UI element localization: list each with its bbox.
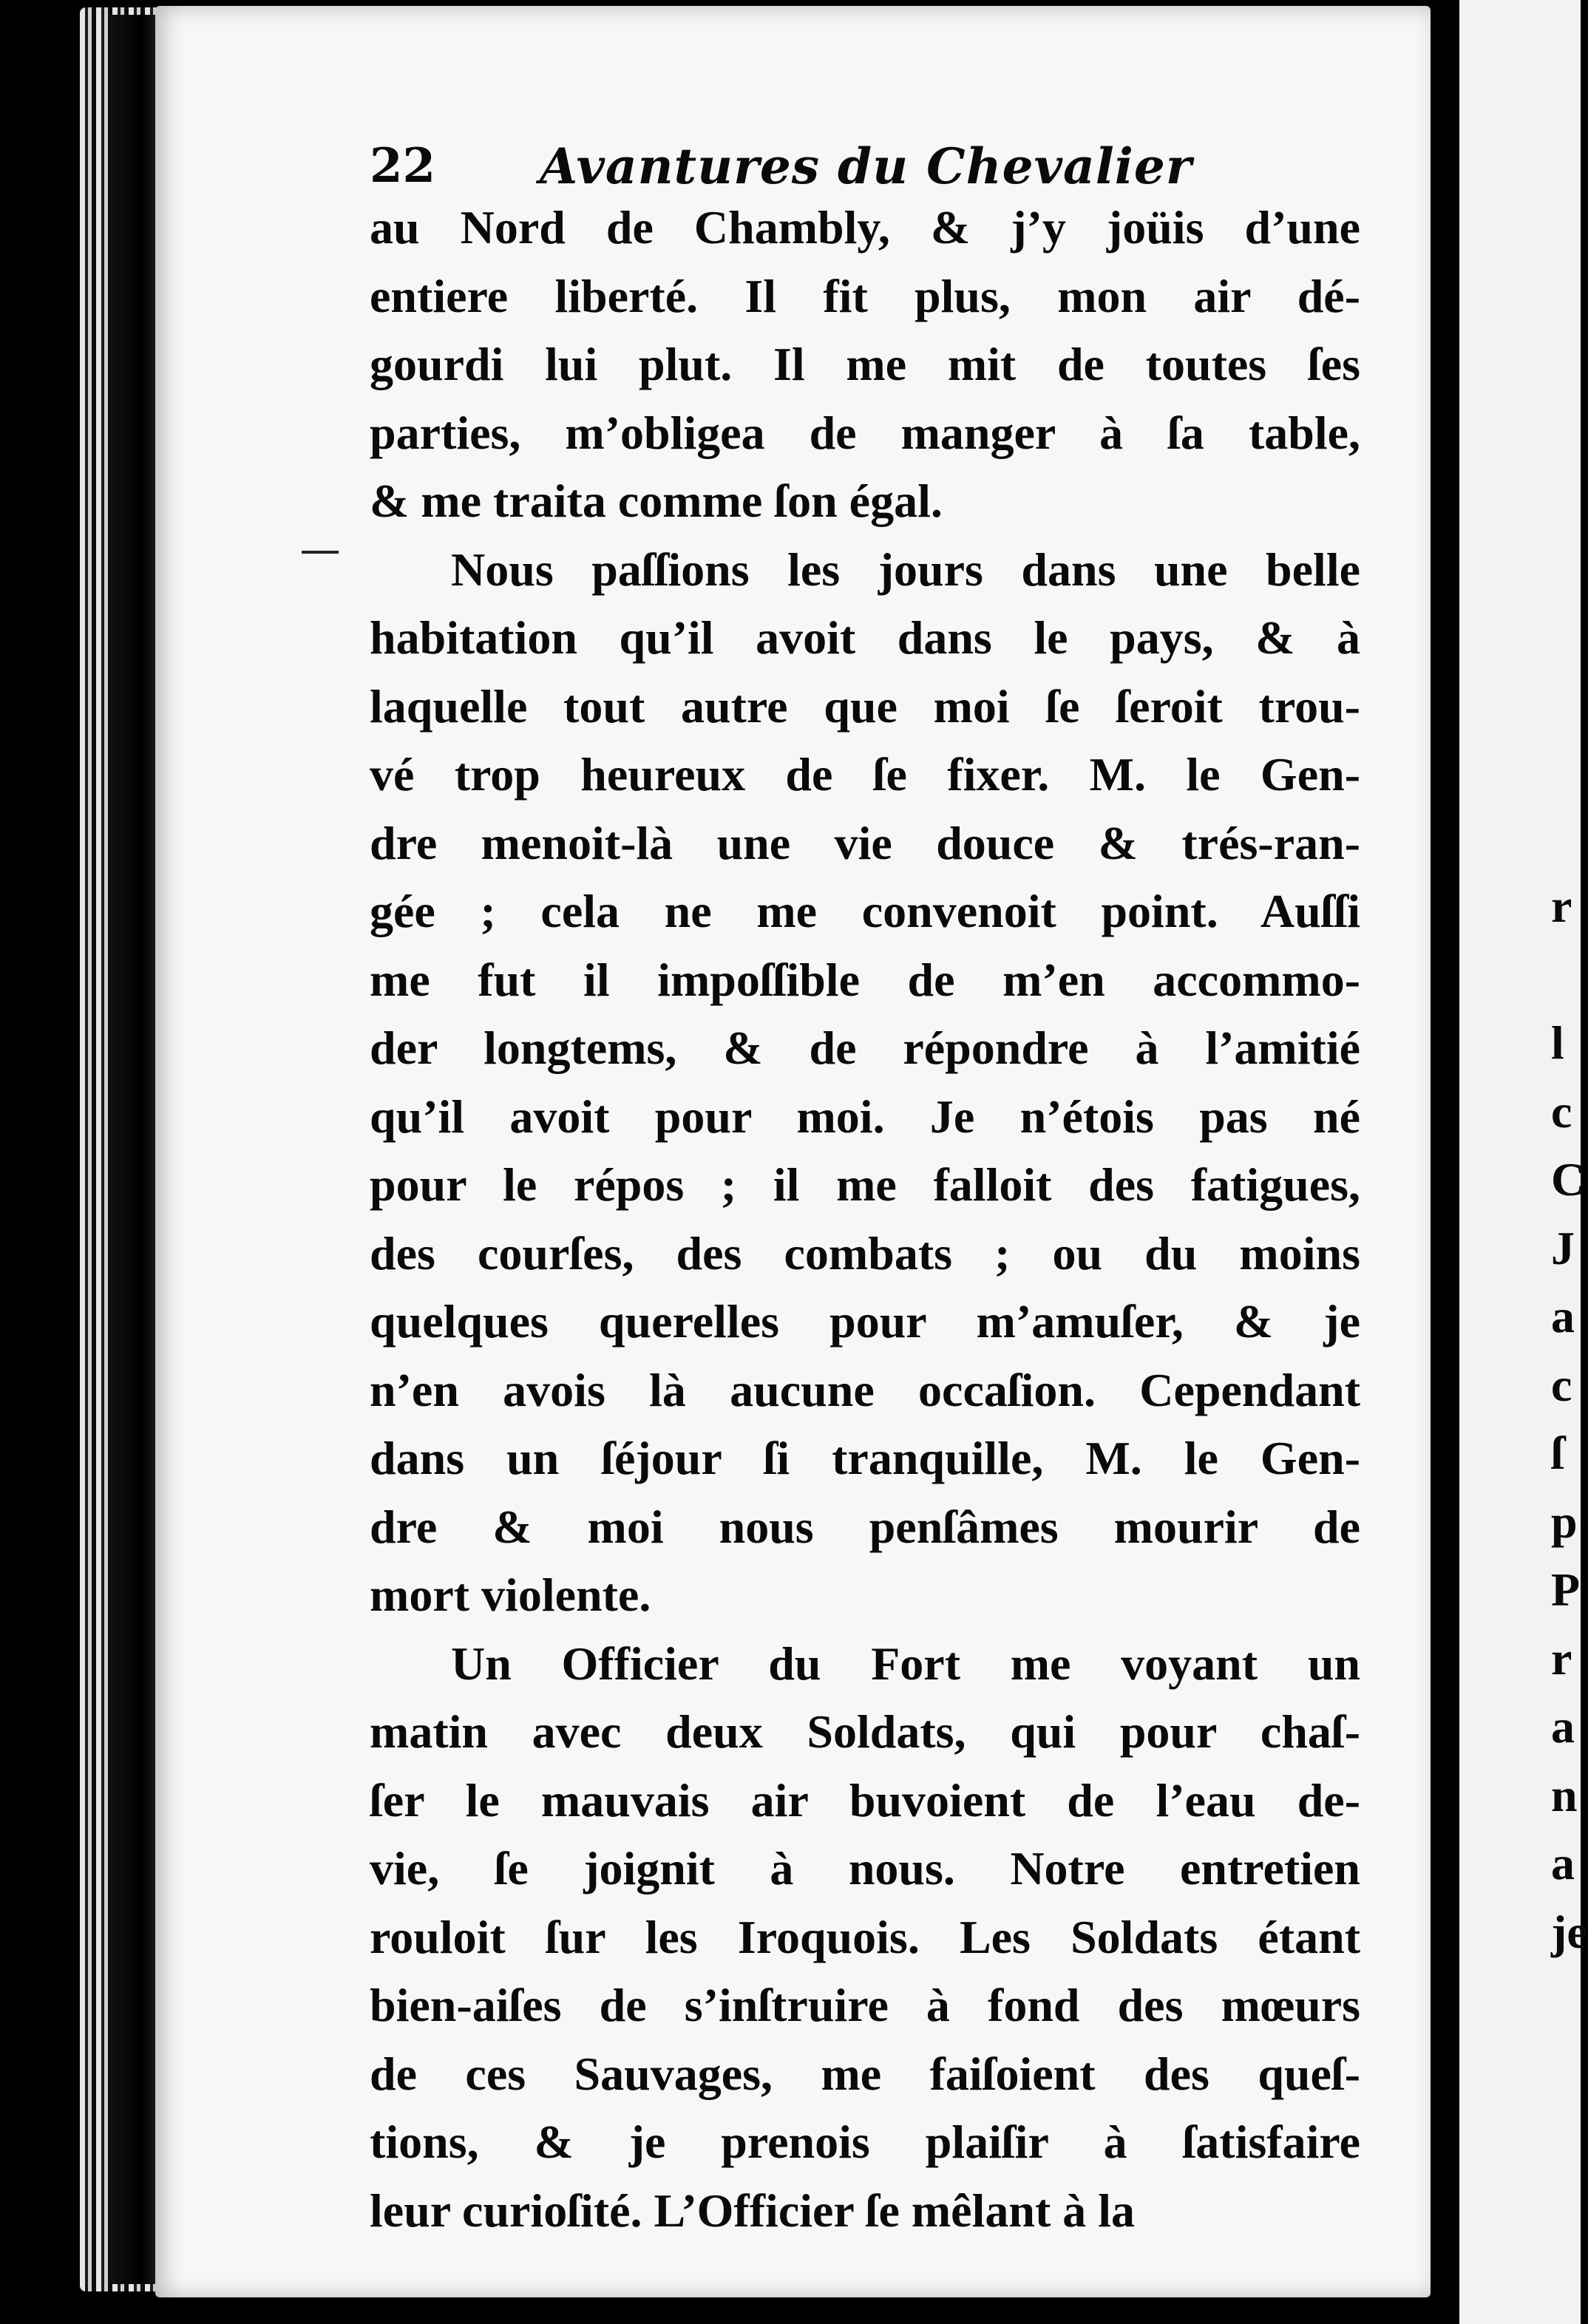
text-line: entiere liberté. Il fit plus, mon air dé- <box>370 269 1360 322</box>
text-line: qu’il avoit pour moi. Je n’étois pas né <box>370 1090 1360 1143</box>
text-line: parties, m’obligea de manger à ſa table, <box>370 406 1360 459</box>
text-line: tions, & je prenois plaiſir à ſatisfaire <box>370 2116 1360 2168</box>
text-line: ſer le mauvais air buvoient de l’eau de- <box>370 1773 1360 1827</box>
text-line: gée ; cela ne me convenoit point. Auſſi <box>370 885 1360 937</box>
text-line: vé trop heureux de ſe fixer. M. le Gen- <box>370 748 1360 801</box>
facing-page-letter: r <box>1551 880 1572 932</box>
facing-page-letter: r <box>1551 1631 1572 1685</box>
text-line: mort violente. <box>370 1569 651 1621</box>
text-line: me fut il impoſſible de m’en accommo- <box>370 953 1360 1006</box>
text-line: Nous paſſions les jours dans une belle <box>451 543 1360 596</box>
text-line: gourdi lui plut. Il me mit de toutes ſes <box>370 338 1360 390</box>
text-line: vie, ſe joignit à nous. Notre entretien <box>370 1842 1360 1895</box>
facing-page-letter: a <box>1551 1290 1575 1342</box>
facing-page-letter: je <box>1551 1905 1588 1958</box>
facing-page-letter: a <box>1551 1700 1575 1753</box>
text-line: der longtems, & de répondre à l’amitié <box>370 1022 1360 1074</box>
text-line: quelques querelles pour m’amuſer, & je <box>370 1295 1360 1348</box>
facing-page-letter: l <box>1551 1016 1564 1069</box>
facing-page-letter: ſ <box>1551 1427 1564 1479</box>
text-line: au Nord de Chambly, & j’y joüis d’une <box>370 201 1360 254</box>
text-line: Un Officier du Fort me voyant un <box>451 1637 1360 1690</box>
running-head: Avantures du Chevalier <box>540 137 1192 195</box>
facing-page-letter: p <box>1551 1495 1578 1548</box>
text-line: dans un ſéjour ſi tranquille, M. le Gen- <box>370 1432 1360 1484</box>
facing-page-letter: n <box>1551 1768 1578 1821</box>
page-number: 22 <box>370 138 436 194</box>
text-line: leur curioſité. L’Officier ſe mêlant à la <box>370 2184 1136 2237</box>
facing-page-letter: c <box>1551 1084 1572 1138</box>
text-line: habitation qu’il avoit dans le pays, & à <box>370 611 1360 664</box>
facing-page-letter <box>1551 941 1576 1010</box>
text-line: des courſes, des combats ; ou du moins <box>370 1226 1360 1280</box>
text-line: laquelle tout autre que moi ſe ſeroit trou- <box>370 679 1360 733</box>
gutter-shadow <box>111 15 161 2284</box>
text-line: dre & moi nous penſâmes mourir de <box>370 1500 1360 1553</box>
text-line: matin avec deux Soldats, qui pour chaſ- <box>370 1705 1360 1758</box>
text-line: & me traita comme ſon égal. <box>370 475 943 527</box>
text-line: rouloit ſur les Iroquois. Les Soldats étant <box>370 1910 1360 1963</box>
margin-mark <box>302 551 339 554</box>
facing-page-letter: C <box>1551 1153 1586 1206</box>
facing-page-letter: P <box>1551 1563 1581 1616</box>
page-header <box>370 133 1523 200</box>
facing-page-letter: J <box>1551 1221 1575 1274</box>
facing-page-letter: a <box>1551 1837 1575 1889</box>
facing-page-text <box>1551 872 1588 1966</box>
text-line: de ces Sauvages, me faiſoient des queſ- <box>370 2047 1360 2100</box>
page-content <box>370 133 1523 2245</box>
text-line: pour le répos ; il me falloit des fatigues, <box>370 1158 1360 1211</box>
text-line: dre menoit-là une vie douce & trés-ran- <box>370 816 1360 869</box>
text-line: n’en avois là aucune occaſion. Cependant <box>370 1363 1360 1416</box>
body-text <box>370 194 1523 2245</box>
facing-page-letter: c <box>1551 1358 1572 1411</box>
text-line: bien-aiſes de s’inſtruire à fond des mœurs <box>370 1979 1360 2031</box>
